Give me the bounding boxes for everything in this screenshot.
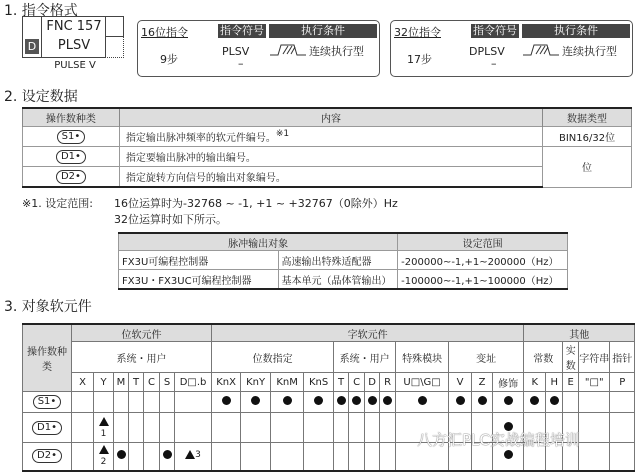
range-table: [118, 232, 568, 290]
device-cell: [72, 392, 94, 413]
device-cell: [129, 443, 144, 471]
device-cell: [563, 392, 579, 413]
device-col-header: D: [365, 373, 380, 392]
full-name: PULSE V: [54, 60, 96, 71]
operand-cell: [23, 413, 72, 443]
operand-badge: S1•: [57, 130, 86, 144]
col-header-operand: 操作数种类: [23, 108, 120, 127]
col-header-range: 设定范围: [398, 233, 568, 251]
device-cell: [144, 392, 160, 413]
operand-badge: D1•: [32, 421, 62, 435]
spec32-symbol-header: 指令符号: [473, 24, 517, 37]
device-cell: [144, 443, 160, 471]
device-col-header: H: [546, 373, 563, 392]
device-cell: [472, 392, 493, 413]
section-title-settings: 2. 设定数据: [4, 89, 78, 105]
device-cell: [212, 413, 241, 443]
device-cell: [175, 392, 212, 413]
operand-badge: D2•: [32, 449, 62, 463]
device-cell: [160, 413, 175, 443]
device-col-header: KnY: [241, 373, 271, 392]
fnc-text: [41, 17, 107, 55]
supported-dot-icon: [283, 396, 292, 405]
spec32-symbol-sub: –: [491, 57, 497, 70]
device-col-header: Y: [94, 373, 114, 392]
footnote-line1: 16位运算时为-32768 ~ -1, +1 ~ +32767（0除外）Hz: [114, 197, 398, 210]
table-row: [119, 251, 568, 270]
device-col-header: U□\G□: [396, 373, 449, 392]
device-cell: [396, 392, 449, 413]
device-cell: [304, 413, 334, 443]
device-cell: [304, 443, 334, 471]
device-col-header: Z: [472, 373, 493, 392]
device-cell: [334, 443, 349, 471]
device-cell: [175, 413, 212, 443]
content-text: 指定要输出脉冲的输出编号。: [119, 147, 542, 167]
device-col-header: KnM: [271, 373, 304, 392]
right-cell: [105, 16, 124, 37]
spec32-steps: 17步: [407, 53, 432, 66]
device-col-header: T: [334, 373, 349, 392]
device-cell: [271, 443, 304, 471]
device-col-header: P: [610, 373, 635, 392]
fnc-number: FNC 157: [46, 19, 102, 34]
supported-dot-icon: [222, 396, 231, 405]
instruction-symbol-box: [22, 16, 106, 58]
type-cell: 位: [543, 147, 632, 188]
operand-cell: [23, 392, 72, 413]
sys-user2-header: 系统・用户: [334, 342, 396, 373]
constant-header: 常数: [524, 342, 563, 373]
type-cell: BIN16/32位: [543, 127, 632, 147]
device-cell: [304, 392, 334, 413]
device-cell: [365, 443, 380, 471]
string-header: 字符串: [579, 342, 610, 373]
watermark: 八方汇PLC实战编程培训: [417, 431, 580, 449]
device-cell: [271, 413, 304, 443]
supported-dot-icon: [504, 450, 513, 459]
supported-dot-icon: [478, 396, 487, 405]
device-cell: [349, 443, 365, 471]
device-cell: [610, 413, 635, 443]
device-cell: [114, 443, 129, 471]
supported-dot-icon: [163, 450, 172, 459]
device-cell: [579, 392, 610, 413]
spec16-symbol: PLSV: [222, 45, 250, 58]
supported-dot-icon: [550, 396, 559, 405]
col-header-type: 数据类型: [543, 108, 632, 127]
index-header: 变址: [449, 342, 524, 373]
supported-dot-icon: [314, 396, 323, 405]
device-cell: [334, 413, 349, 443]
spec16-header: 16位指令: [141, 26, 188, 39]
operand-badge: S1•: [33, 395, 62, 409]
word-device-header: 字软元件: [212, 324, 524, 342]
device-cell: [610, 392, 635, 413]
special-module-header: 特殊模块: [396, 342, 449, 373]
spec16-cond: 连续执行型: [309, 45, 364, 58]
digit-spec-header: 位数指定: [212, 342, 334, 373]
table-row: [23, 167, 632, 188]
device-cell: [72, 443, 94, 471]
content-text: 指定输出脉冲频率的软元件编号。: [125, 133, 276, 144]
mnemonic: PLSV: [57, 38, 91, 53]
table-row: [23, 392, 635, 413]
unit-cell: 基本单元（晶体管输出）: [278, 270, 398, 290]
spec16-steps: 9步: [160, 53, 178, 66]
device-cell: [579, 443, 610, 471]
footnote-line2: 32位运算时如下所示。: [114, 213, 227, 226]
footnote-label: ※1. 设定范围:: [22, 197, 93, 210]
dotted-cell: [105, 37, 124, 58]
spec32-cond-header: 执行条件: [522, 24, 630, 38]
supported-dot-icon: [456, 396, 465, 405]
device-col-header: R: [380, 373, 396, 392]
table-row: [119, 270, 568, 290]
device-col-header: "□": [579, 373, 610, 392]
device-cell: 2: [94, 443, 114, 471]
device-col-header: D□.b: [175, 373, 212, 392]
range-cell: -200000~-1,+1~200000（Hz）: [398, 251, 568, 270]
restricted-triangle-icon: [185, 450, 195, 459]
d-prefix-badge: D: [25, 39, 39, 54]
pulse-edge-icon: [523, 43, 559, 57]
device-cell: [524, 392, 546, 413]
device-col-header: KnX: [212, 373, 241, 392]
spec32-cond: 连续执行型: [562, 45, 617, 58]
operand-cell: [23, 443, 72, 471]
operand-badge: D2•: [56, 170, 86, 184]
spec16-cond-header: 执行条件: [269, 24, 377, 38]
range-cell: -100000~-1,+1~100000（Hz）: [398, 270, 568, 290]
device-col-header: X: [72, 373, 94, 392]
section-title-devices: 3. 对象软元件: [4, 299, 92, 315]
device-cell: [241, 443, 271, 471]
spec32-symbol: DPLSV: [469, 45, 505, 58]
device-cell: [144, 413, 160, 443]
device-cell: [380, 443, 396, 471]
device-cell: [160, 443, 175, 471]
device-cell: [160, 392, 175, 413]
device-cell: [129, 392, 144, 413]
settings-table: [22, 107, 632, 188]
device-cell: [579, 413, 610, 443]
device-cell: [271, 392, 304, 413]
col-header-target: 脉冲输出对象: [119, 233, 398, 251]
device-cell: [380, 413, 396, 443]
real-header: 实数: [563, 342, 579, 373]
table-row: [23, 147, 632, 167]
device-cell: [365, 413, 380, 443]
supported-dot-icon: [368, 396, 377, 405]
plc-cell: FX3U・FX3UC可编程控制器: [119, 270, 279, 290]
device-col-header: K: [524, 373, 546, 392]
device-cell: [610, 443, 635, 471]
device-col-header: C: [349, 373, 365, 392]
spec16-symbol-sub: –: [238, 57, 244, 70]
spec16-symbol-header: 指令符号: [220, 24, 264, 37]
device-cell: [212, 443, 241, 471]
device-col-header: KnS: [304, 373, 334, 392]
device-cell: [129, 413, 144, 443]
device-cell: [241, 413, 271, 443]
supported-dot-icon: [418, 396, 427, 405]
device-col-header: M: [114, 373, 129, 392]
device-cell: [365, 392, 380, 413]
supported-dot-icon: [530, 396, 539, 405]
supported-dot-icon: [383, 396, 392, 405]
device-cell: [72, 413, 94, 443]
device-col-header: E: [563, 373, 579, 392]
device-cell: [94, 392, 114, 413]
supported-dot-icon: [337, 396, 346, 405]
device-cell: [334, 392, 349, 413]
bit-device-header: 位软元件: [72, 324, 212, 342]
device-cell: [212, 392, 241, 413]
supported-dot-icon: [251, 396, 260, 405]
device-col-header: S: [160, 373, 175, 392]
plc-cell: FX3U可编程控制器: [119, 251, 279, 270]
content-text: 指定旋转方向信号的输出对象编号。: [119, 167, 542, 188]
supported-dot-icon: [117, 450, 126, 459]
supported-dot-icon: [352, 396, 361, 405]
device-cell: [114, 392, 129, 413]
device-cell: [380, 392, 396, 413]
table-row: [23, 127, 632, 147]
footnote-ref: ※1: [275, 129, 290, 139]
device-col-header: T: [129, 373, 144, 392]
device-cell: [546, 392, 563, 413]
supported-dot-icon: [504, 396, 513, 405]
section-title-format: 1. 指令格式: [4, 3, 78, 19]
device-cell: [241, 392, 271, 413]
device-cell: [349, 392, 365, 413]
unit-cell: 高速输出特殊适配器: [278, 251, 398, 270]
pulse-edge-icon: [270, 43, 306, 57]
device-cell: [114, 413, 129, 443]
other-header: 其他: [524, 324, 635, 342]
spec-16bit-box: [137, 20, 380, 77]
device-col-header: C: [144, 373, 160, 392]
col-header-content: 内容: [119, 108, 542, 127]
spec-32bit-box: [390, 20, 633, 77]
spec32-header: 32位指令: [394, 26, 441, 39]
device-cell: 1: [94, 413, 114, 443]
operand-badge: D1•: [56, 150, 86, 164]
device-cell: [449, 392, 472, 413]
operand-type-header: 操作数种类: [23, 324, 72, 392]
pointer-header: 指针: [610, 342, 635, 373]
restricted-triangle-icon: [99, 417, 109, 426]
device-col-header: V: [449, 373, 472, 392]
device-cell: [493, 392, 524, 413]
device-cell: 3: [175, 443, 212, 471]
restricted-triangle-icon: [99, 445, 109, 454]
device-col-header: 修饰: [493, 373, 524, 392]
sys-user-header: 系统・用户: [72, 342, 212, 373]
device-cell: [349, 413, 365, 443]
